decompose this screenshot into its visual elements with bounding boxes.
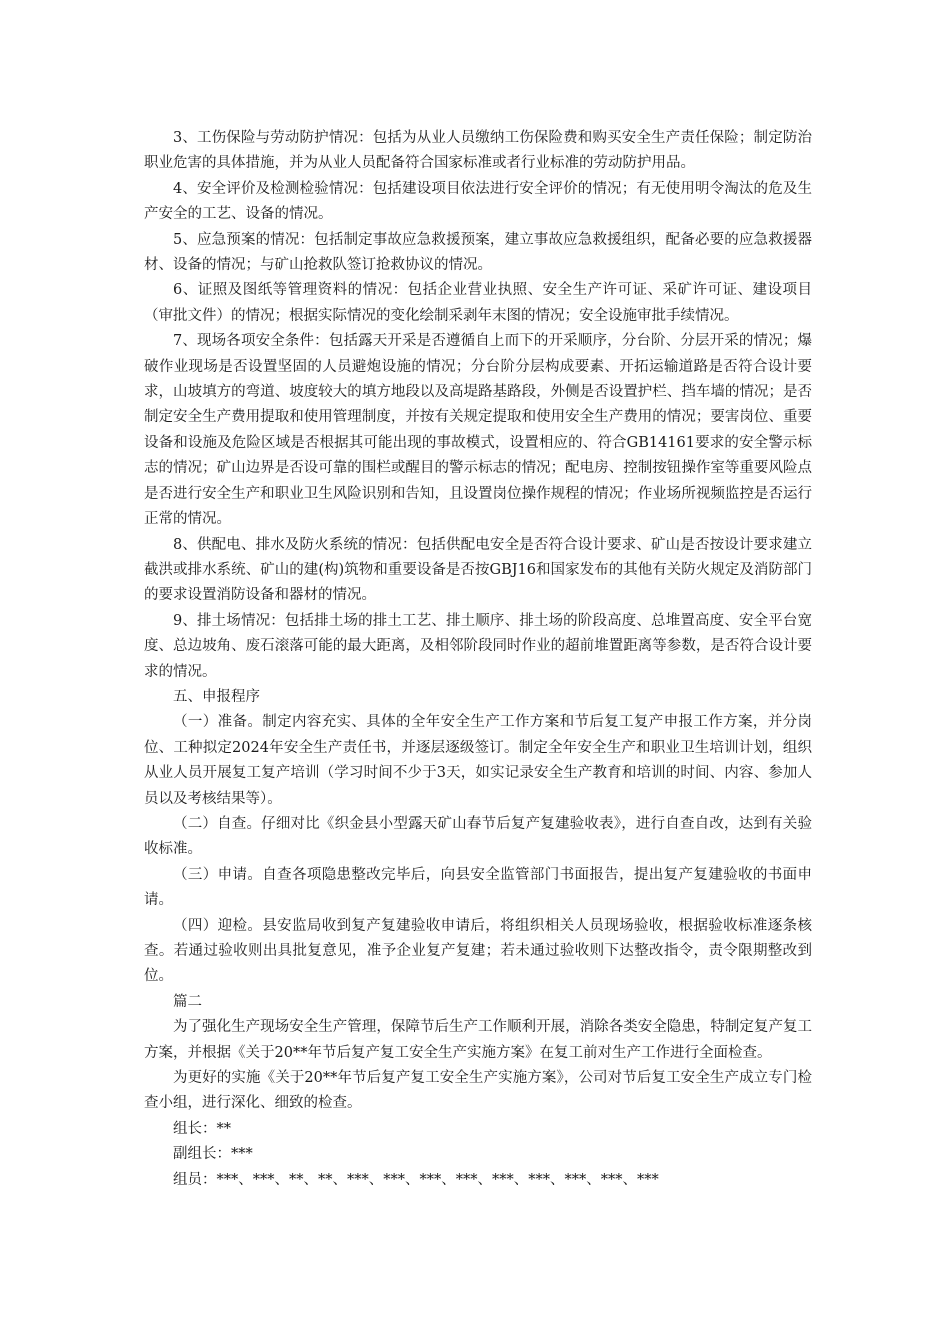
team-leader: 组长：** [173,1120,231,1137]
paragraph-application: （三）申请。自查各项隐患整改完毕后，向县安全监管部门书面报告，提出复产复建验收的书面申请。 [144,866,812,909]
team-members: 组员：***、***、**、**、***、***、***、***、***、***、***、***、*** [173,1171,659,1188]
paragraph-licenses-drawings: 6、证照及图纸等管理资料的情况：包括企业营业执照、安全生产许可证、采矿许可证、建设项目（审批文件）的情况；根据实际情况的变化绘制采剥年末图的情况；安全设施审批手续情况。 [144,282,812,324]
paragraph-emergency-plan: 5、应急预案的情况：包括制定事故应急救援预案，建立事故应急救援组织，配备必要的应急救援器材、设备的情况；与矿山抢救队签订抢救协议的情况。 [144,231,812,274]
section-heading-application-procedure: 五、申报程序 [173,688,260,705]
paragraph-power-drainage-fire: 8、供配电、排水及防火系统的情况：包括供配电安全是否符合设计要求、矿山是否按设计要求建立截洪或排水系统、矿山的建(构)筑物和重要设备是否按GBJ16和国家发布的其他有关防火规定及消防部门的要求设置消防设备和器材的情况。 [144,536,812,604]
paragraph-inspection-team: 为更好的实施《关于20**年节后复产复工安全生产实施方案》，公司对节后复工安全生产成立专门检查小组，进行深化、细致的检查。 [144,1070,812,1112]
paragraph-part-two-intro: 为了强化生产现场安全生产管理，保障节后生产工作顺利开展，消除各类安全隐患，特制定复产复工方案，并根据《关于20**年节后复产复工安全生产实施方案》在复工前对生产工作进行全面检查。 [144,1019,812,1061]
section-heading-part-two: 篇二 [173,993,202,1010]
paragraph-work-injury-insurance: 3、工伤保险与劳动防护情况：包括为从业人员缴纳工伤保险费和购买安全生产责任保险；制定防治职业危害的具体措施，并为从业人员配备符合国家标准或者行业标准的劳动防护用品。 [144,130,812,172]
paragraph-self-inspection: （二）自查。仔细对比《织金县小型露天矿山春节后复产复建验收表》，进行自查自改，达到有关验收标准。 [144,815,812,858]
team-deputy-leader: 副组长：*** [173,1146,253,1163]
document-body [144,126,812,1193]
paragraph-site-safety-conditions: 7、现场各项安全条件：包括露天开采是否遵循自上而下的开采顺序，分台阶、分层开采的情况；爆破作业现场是否设置坚固的人员避炮设施的情况；分台阶分层构成要素、开拓运输道路是否符合设计要求，山坡填方的弯道、坡度较大的填方地段以及高堤路基路段，外侧是否设置护栏、挡车墙的情况；是否制定安全生产费用提取和使用管理制度，并按有关规定提取和使用安全生产费用的情况；要害岗位、重要设备和设施及危险区域是否根据其可能出现的事故模式，设置相应的、符合GB14161要求的安全警示标志的情况；矿山边界是否设可靠的围栏或醒目的警示标志的情况；配电房、控制按钮操作室等重要风险点是否进行安全生产和职业卫生风险识别和告知，且设置岗位操作规程的情况；作业场所视频监控是否运行正常的情况。 [144,333,812,528]
paragraph-safety-evaluation: 4、安全评价及检测检验情况：包括建设项目依法进行安全评价的情况；有无使用明令淘汰的危及生产安全的工艺、设备的情况。 [144,180,812,223]
paragraph-dump-site: 9、排土场情况：包括排土场的排土工艺、排土顺序、排土场的阶段高度、总堆置高度、安全平台宽度、总边坡角、废石滚落可能的最大距离，及相邻阶段同时作业的超前堆置距离等参数，是否符合设计要求的情况。 [144,612,812,680]
paragraph-preparation: （一）准备。制定内容充实、具体的全年安全生产工作方案和节后复工复产申报工作方案，并分岗位、工种拟定2024年安全生产责任书，并逐层逐级签订。制定全年安全生产和职业卫生培训计划，组织从业人员开展复工复产培训（学习时间不少于3天，如实记录安全生产教育和培训的时间、内容、参加人员以及考核结果等）。 [144,714,812,807]
paragraph-inspection: （四）迎检。县安监局收到复产复建验收申请后，将组织相关人员现场验收，根据验收标准逐条核查。若通过验收则出具批复意见，准予企业复产复建；若未通过验收则下达整改指令，责令限期整改到位。 [144,917,812,985]
